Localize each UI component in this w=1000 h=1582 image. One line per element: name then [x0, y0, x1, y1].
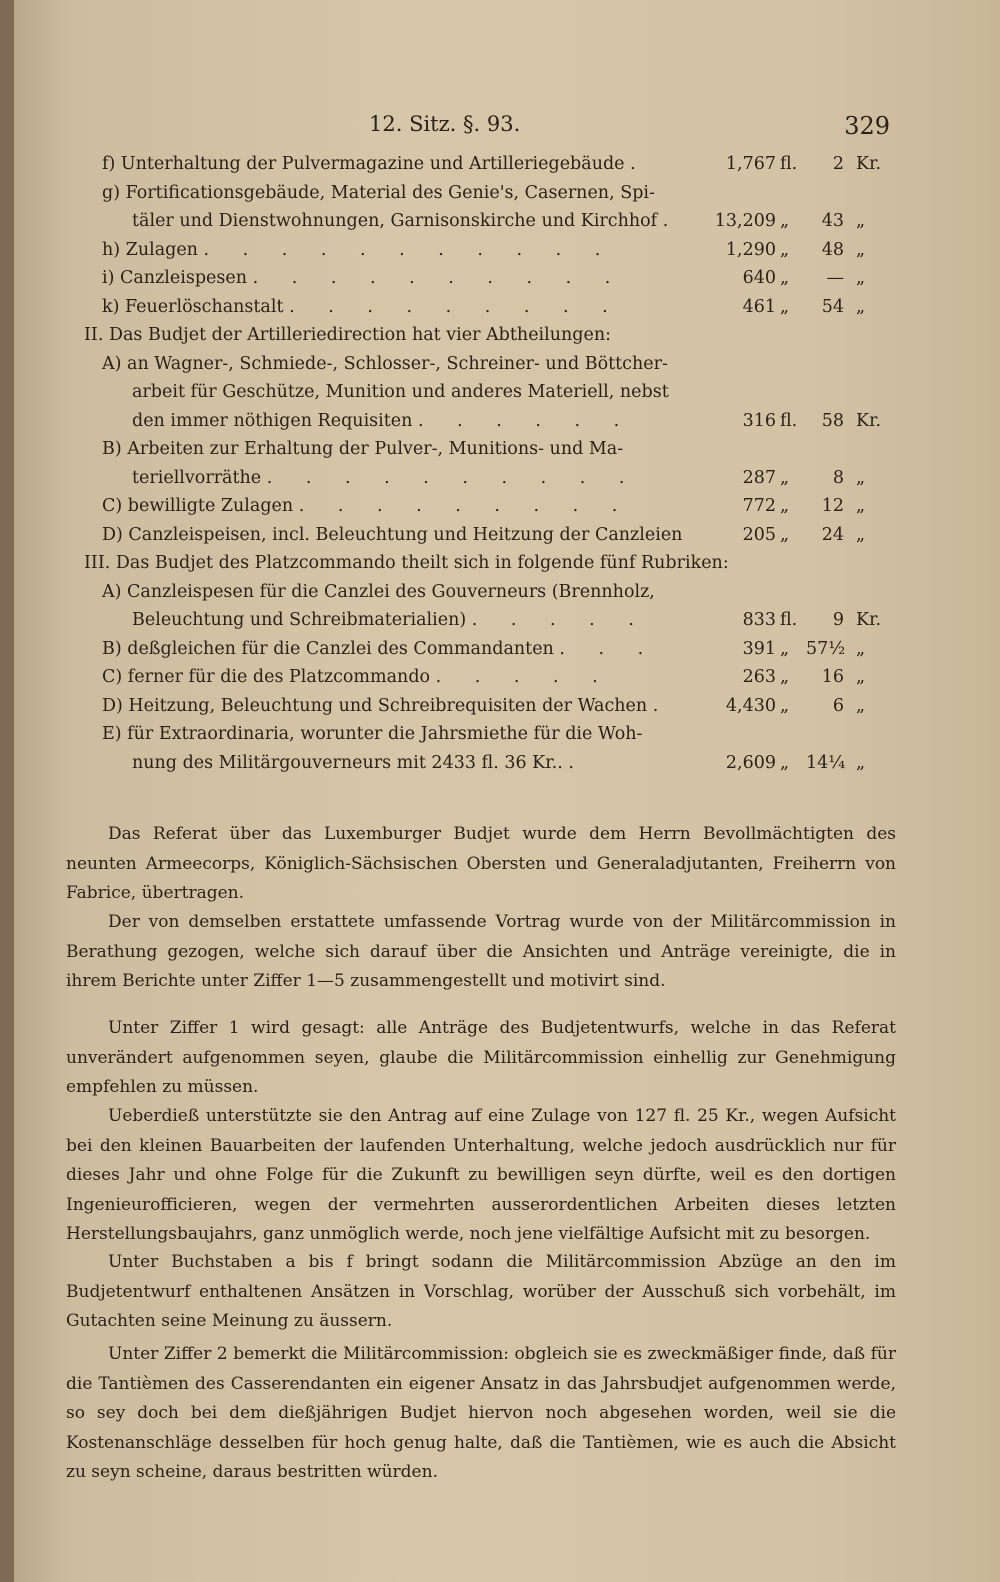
row-subunit: „: [856, 496, 866, 516]
row-unit: „: [780, 752, 790, 773]
row-label-text: II. Das Budjet der Artilleriedirection hat vier Abtheilungen:: [84, 325, 612, 345]
row-unit: fl.: [780, 410, 798, 431]
row-label-text: A) an Wagner-, Schmiede-, Schlosser-, Schreiner- und Böttcher-: [102, 353, 668, 374]
row-label-text: arbeit für Geschütze, Munition und anderes Materiell, nebst: [132, 382, 669, 402]
table-row: [84, 350, 894, 379]
table-row: [84, 236, 894, 265]
row-label: [102, 179, 655, 207]
row-label-text: h) Zulagen: [102, 239, 198, 260]
row-label-text: g) Fortificationsgebäude, Material des Genie's, Casernen, Spi-: [102, 182, 655, 203]
row-label: [102, 350, 668, 378]
table-row: [84, 635, 894, 664]
row-label-text: f) Unterhaltung der Pulvermagazine und Artilleriegebäude: [102, 154, 625, 174]
row-label: [102, 435, 623, 463]
row-unit: „: [780, 211, 790, 231]
leader-dots: . . . . . . . . . .: [252, 268, 625, 288]
row-label: [102, 692, 672, 720]
row-label: [102, 663, 612, 691]
row-label-text: D) Heitzung, Beleuchtung und Schreibrequisiten der Wachen: [102, 695, 648, 716]
row-label-text: C) bewilligte Zulagen: [102, 496, 294, 516]
row-label-text: B) Arbeiten zur Erhaltung der Pulver-, Munitions- und Ma-: [102, 439, 624, 459]
row-label: [132, 464, 638, 492]
row-label-text: III. Das Budjet des Platzcommando theilt sich in folgende fünf Rubriken:: [84, 553, 729, 573]
table-row: [84, 378, 894, 407]
row-subunit: Kr.: [856, 410, 882, 431]
row-unit: „: [780, 268, 790, 288]
row-subunit: Kr.: [856, 154, 882, 174]
row-subunit: Kr.: [856, 610, 882, 630]
row-amount: 772: [742, 496, 776, 516]
row-label: [132, 207, 682, 235]
row-subamount: 6: [832, 695, 844, 716]
row-label: [102, 293, 622, 321]
row-subamount: 43: [821, 211, 844, 231]
row-subamount: 57½: [806, 638, 846, 659]
leader-dots: .: [568, 752, 588, 773]
row-subamount: 16: [821, 667, 844, 687]
table-row: [84, 749, 894, 778]
row-amount: 263: [742, 667, 776, 687]
row-amount: 2,609: [725, 752, 776, 773]
row-label: [132, 378, 669, 406]
row-label-text: den immer nöthigen Requisiten: [132, 410, 413, 431]
row-subamount: 2: [832, 154, 844, 174]
row-label-text: Beleuchtung und Schreibmaterialien): [132, 610, 467, 630]
row-unit: fl.: [780, 154, 798, 174]
row-unit: fl.: [780, 610, 798, 630]
table-row: [84, 150, 894, 179]
page-number: 329: [844, 112, 890, 140]
row-label-text: B) deßgleichen für die Canzlei des Commandanten: [102, 638, 554, 659]
row-subamount: 8: [832, 467, 844, 488]
row-subamount: 54: [821, 296, 844, 317]
row-label-text: täler und Dienstwohnungen, Garnisonskirche und Kirchhof: [132, 211, 658, 231]
paragraph: Unter Buchstaben a bis f bringt sodann die Militärcommission Abzüge an den im Budjetentwurf enthaltenen Ansätzen in Vorschlag, worüber der Ausschuß sich vorbehält, im Gutachten seine Meinung zu äussern.: [66, 1252, 896, 1331]
table-row: [84, 578, 894, 607]
row-subunit: „: [856, 296, 866, 317]
table-row: [84, 179, 894, 208]
row-subamount: 24: [821, 524, 844, 545]
table-row: [84, 521, 894, 550]
table-row: [84, 606, 894, 635]
table-row: [84, 407, 894, 436]
table-row: [84, 464, 894, 493]
row-unit: „: [780, 638, 790, 659]
row-label: [102, 720, 642, 748]
row-label-text: E) für Extraordinaria, worunter die Jahrsmiethe für die Woh-: [102, 724, 643, 744]
table-row: [84, 492, 894, 521]
table-row: [84, 207, 894, 236]
row-subunit: „: [856, 467, 866, 488]
row-subunit: „: [856, 211, 866, 231]
row-subamount: 58: [821, 410, 844, 431]
row-label-text: i) Canzleispesen: [102, 268, 247, 288]
row-amount: 1,290: [725, 239, 776, 260]
budget-table: [84, 150, 894, 777]
row-label: [102, 236, 614, 264]
row-subamount: 48: [821, 239, 844, 260]
row-amount: 391: [742, 638, 776, 659]
row-subunit: „: [856, 239, 866, 260]
row-label: [102, 492, 631, 520]
row-subamount: 9: [832, 610, 844, 630]
row-subamount: 14¼: [806, 752, 846, 773]
table-row: [84, 663, 894, 692]
row-label: [102, 521, 682, 549]
row-subamount: —: [826, 268, 844, 288]
page-header: [14, 112, 1000, 142]
row-unit: „: [780, 524, 790, 545]
leader-dots: .: [630, 154, 650, 174]
row-subunit: „: [856, 752, 866, 773]
leader-dots: .: [652, 695, 673, 716]
row-label-text: D) Canzleispeisen, incl. Beleuchtung und Heitzung der Canzleien: [102, 524, 683, 545]
paragraph: Unter Ziffer 2 bemerkt die Militärcommission: obgleich sie es zweckmäßiger finde, daß für die Tantièmen des Casserendanten ein eigener Ansatz in das Jahrsbudjet aufgenommen werde, so sey doch bei dem dießjährigen Budjet hiervon noch abgesehen worden, weil sie die Kostenanschläge desselben für hoch genug halte, daß die Tantièmen, wie es auch die Absicht zu seyn scheine, daraus bestritten würden.: [66, 1344, 896, 1482]
row-unit: „: [780, 296, 790, 317]
paragraph: Der von demselben erstattete umfassende Vortrag wurde von der Militärcommission in Berathung gezogen, welche sich darauf über die Ansichten und Anträge vereinigte, die in ihrem Berichte unter Ziffer 1—5 zusammengestellt und motivirt sind.: [66, 912, 896, 991]
row-label-text: k) Feuerlöschanstalt: [102, 296, 284, 317]
row-label-text: nung des Militärgouverneurs mit 2433 fl. 36 Kr..: [132, 752, 563, 773]
row-subunit: „: [856, 667, 866, 687]
leader-dots: . . . . .: [471, 610, 648, 630]
table-row: [84, 549, 894, 578]
row-subamount: 12: [821, 496, 844, 516]
row-unit: „: [780, 667, 790, 687]
document-page: [14, 0, 1000, 1582]
row-subunit: „: [856, 524, 866, 545]
row-unit: „: [780, 239, 790, 260]
table-row: [84, 264, 894, 293]
row-amount: 640: [742, 268, 776, 288]
row-label: [132, 407, 633, 435]
row-subunit: „: [856, 695, 866, 716]
row-amount: 205: [742, 524, 776, 545]
row-unit: „: [780, 496, 790, 516]
row-amount: 4,430: [725, 695, 776, 716]
row-subunit: „: [856, 638, 866, 659]
row-label: [84, 549, 729, 577]
table-row: [84, 293, 894, 322]
table-row: [84, 692, 894, 721]
row-subunit: „: [856, 268, 866, 288]
paragraph: Unter Ziffer 1 wird gesagt: alle Anträge des Budjetentwurfs, welche in das Referat unverändert aufgenommen seyen, glaube die Militärcommission einhellig zur Genehmigung empfehlen zu müssen.: [66, 1018, 896, 1097]
leader-dots: . . . . . . . . .: [298, 496, 632, 516]
row-amount: 13,209: [714, 211, 776, 231]
leader-dots: . . . . . .: [417, 410, 634, 431]
row-unit: „: [780, 695, 790, 716]
leader-dots: .: [662, 211, 683, 231]
row-label: [132, 749, 588, 777]
row-amount: 461: [742, 296, 776, 317]
row-amount: 1,767: [725, 154, 776, 174]
running-head: 12. Sitz. §. 93.: [369, 112, 521, 136]
table-row: [84, 720, 894, 749]
row-label: [102, 150, 650, 178]
leader-dots: . . . . . . . . . . .: [203, 239, 615, 260]
row-label-text: C) ferner für die des Platzcommando: [102, 667, 431, 687]
row-label-text: A) Canzleispesen für die Canzlei des Gouverneurs (Brennholz,: [102, 581, 655, 602]
row-label-text: teriellvorräthe: [132, 467, 262, 488]
row-amount: 833: [742, 610, 776, 630]
row-unit: „: [780, 467, 790, 488]
paragraph: Das Referat über das Luxemburger Budjet wurde dem Herrn Bevollmächtigten des neunten Armeecorps, Königlich-Sächsischen Obersten und Generaladjutanten, Freiherrn von Fabrice, übertragen.: [66, 824, 896, 903]
leader-dots: . . .: [559, 638, 658, 659]
row-label: [102, 578, 655, 606]
leader-dots: . . . . . . . . . .: [266, 467, 639, 488]
row-label: [102, 264, 624, 292]
row-amount: 287: [742, 467, 776, 488]
row-label: [132, 606, 648, 634]
row-amount: 316: [742, 410, 776, 431]
row-label: [84, 321, 611, 349]
table-row: [84, 435, 894, 464]
table-row: [84, 321, 894, 350]
leader-dots: . . . . . . . . .: [289, 296, 622, 317]
paragraph: Ueberdieß unterstützte sie den Antrag auf eine Zulage von 127 fl. 25 Kr., wegen Aufsicht bei den kleinen Bauarbeiten der laufenden Unterhaltung, welche jedoch ausdrücklich nur für dieses Jahr und ohne Folge für die Zukunft zu bewilligen seyn dürfte, weil es den dortigen Ingenieurofficieren, wegen der vermehrten ausserordentlichen Arbeiten dieses letzten Herstellungsbaujahrs, ganz unmöglich werde, noch jene vielfältige Aufsicht mit zu besorgen.: [66, 1106, 896, 1244]
row-label: [102, 635, 657, 663]
leader-dots: . . . . .: [435, 667, 612, 687]
